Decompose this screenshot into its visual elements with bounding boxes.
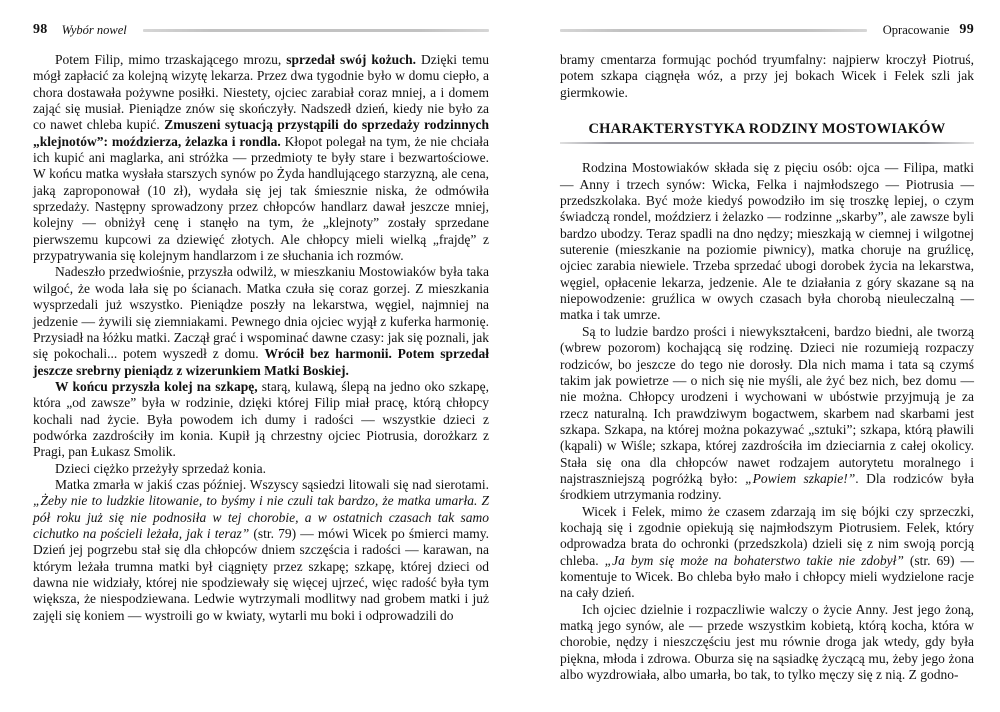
page-number-right: 99 xyxy=(959,22,974,37)
section-heading-rule xyxy=(560,142,974,144)
page-left-header xyxy=(33,22,489,38)
paragraph: Wicek i Felek, mimo że czasem zdarzają im się bójki czy sprzeczki, kochają się i zgodnie opiekują się najmłodszym Piotrusiem. Felek, który odprowadza brata do ochronki (przedszkola) dzieli się z nim swoją porcją chleba. „Ja bym się może na bohaterstwo takie nie zdobył” (str. 69) — komentuje to Wicek. Bo chleba było mało i chłopcy mieli wydzielone racje na cały dzień. xyxy=(560,503,974,601)
header-rule-left xyxy=(143,29,489,32)
paragraph-continuation: bramy cmentarza formując pochód tryumfalny: najpierw kroczył Piotruś, potem szkapa ciągnęła wóz, a przy jej bokach Wicek i Felek szli jak giermkowie. xyxy=(560,52,974,100)
paragraph: Potem Filip, mimo trzaskającego mrozu, sprzedał swój kożuch. Dzięki temu mógł zapłacić za kolejną wizytę lekarza. Przez dwa tygodnie było w domu ciepło, a chora dostawała pożywne posiłki. Niestety, ojciec zarabiał coraz mniej, a i domem zająć się musiał. Pieniądze znów się skończyły. Nadszedł dzień, kiedy nie było za co nawet chleba kupić. Zmuszeni sytuacją przystąpili do sprzedaży rodzinnych „klejnotów”: moździerza, żelazka i rondla. Kłopot polegał na tym, że nie chciała ich kupić ani maglarka, ani stróżka — przedmioty te były stare i bezwartościowe. W końcu matka wysłała starszych synów po Żyda handlującego starzyzną, ale cena, jaką zaproponował (10 zł), wydała się jej tak śmiesznie niska, że odmówiła sprzedaży. Następny sprowadzony przez chłopców handlarz dawał jeszcze mniej, kolejny — obniżył cenę i stanęło na tym, że „klejnoty” zostały sprzedane pierwszemu kupcowi za dziewięć złotych. Ale chłopcy mieli wielką „frajdę” z przypatrywania się kolejnym handlarzom i ze słuchania ich rozmów. xyxy=(33,52,489,264)
page-left-body xyxy=(33,52,489,624)
paragraph: W końcu przyszła kolej na szkapę, starą, kulawą, ślepą na jedno oko szkapę, która „od zawsze” była w rodzinie, dzięki której Filip miał pracę, którą chłopcy kochali nad życie. Była powodem ich dumy i radości — wszystkie dzieci z podwórka zazdrościły im konia. Kupił ją chrzestny ojciec Piotrusia, dorożkarz z Pragi, pan Łukasz Smolik. xyxy=(33,378,489,460)
paragraph: Matka zmarła w jakiś czas później. Wszyscy sąsiedzi litowali się nad sierotami. „Żeby nie to ludzkie litowanie, to byśmy i nie czuli tak bardzo, że matka umarła. Z pół roku już się nie podnosiła w tej chorobie, a w ostatnich czasach tak samo cichutko na pościeli leżała, jak i teraz” (str. 79) — mówi Wicek po śmierci mamy. Dzień jej pogrzebu stał się dla chłopców dniem szczęścia i radości — karawan, na którym leżała trumna matki był ciągnięty przez szkapę; szkapę, której dzieci od dawna nie widziały, której nie spodziewały się więcej ujrzeć, więc radość była tym większa, że niespodziewana. Ledwie wytrzymali modlitwy nad grobem matki i już zajęli się koniem — wystroili go w kwiaty, wytarli mu boki i odprowadzili do xyxy=(33,476,489,623)
section-heading-text: CHARAKTERYSTYKA RODZINY MOSTOWIAKÓW xyxy=(588,121,946,138)
page-right-body xyxy=(560,52,974,683)
paragraph: Nadeszło przedwiośnie, przyszła odwilż, w mieszkaniu Mostowiaków była taka wilgoć, że woda lała się po ścianach. Matka czuła się coraz gorzej. Z mieszkania wysprzedali już wszystko. Pieniądze poszły na lekarstwa, węgiel, najmniej na jedzenie — żywili się ziemniakami. Pewnego dnia ojciec wyjął z kuferka harmonię. Przysiadł na łóżku matki. Zaczął grać i wspominać dawne czasy: jak się poznali, jak się pokochali... potem wyszedł z domu. Wrócił bez harmonii. Potem sprzedał jeszcze srebrny pieniądz z wizerunkiem Matki Boskiej. xyxy=(33,264,489,378)
page-right-header xyxy=(560,22,974,38)
page-right xyxy=(560,22,974,683)
paragraph: Ich ojciec dzielnie i rozpaczliwie walczy o życie Anny. Jest jego żoną, matką jego synów, ale — przede wszystkim kobietą, którą kocha, która w chorobie, nędzy i nieszczęściu jest mu równie droga jak wtedy, gdy była piękna, młoda i zdrowa. Oburza się na sąsiadkę życzącą mu, żeby jego żona albo wyzdrowiała, albo umarła, bo tak, to tylko męczy się z nią. Z godno- xyxy=(560,601,974,683)
section-heading xyxy=(560,121,974,144)
running-title-right: Opracowanie xyxy=(882,22,950,37)
paragraph: Dzieci ciężko przeżyły sprzedaż konia. xyxy=(55,460,267,476)
page-number-left: 98 xyxy=(33,22,48,37)
paragraph: Są to ludzie bardzo prości i niewykształceni, bardzo biedni, ale tworzą (wbrew pozorom) kochającą się rodzinę. Dzieci nie rozumieją rozpaczy rodziców, bo jeszcze do tego nie dorosły. Dla nich mama i tata są czymś takim jak powietrze — o nich się nie myśli, ale żyć bez nich, bez domu — nie można. Chłopcy urodzeni i wychowani w ubóstwie przyjmują je za rzecz naturalną. Ich prawdziwym bogactwem, skarbem nad skarbami jest szkapa. Szkapa, na której można pokazywać „sztuki”; szkapa, którą pławili (kąpali) w Wiśle; szkapa, której zazdrościła im dzieciarnia z całej okolicy. Stała się ona dla chłopców nawet rodzajem autorytetu moralnego i najstraszniejszą pogróżką było: „Powiem szkapie!”. Dla rodziców była środkiem utrzymania rodziny. xyxy=(560,323,975,503)
page-left xyxy=(33,22,489,624)
running-title-left: Wybór nowel xyxy=(61,22,127,37)
paragraph: Rodzina Mostowiaków składa się z pięciu osób: ojca — Filipa, matki — Anny i trzech synów: Wicka, Felka i najmłodszego — Piotrusia — przedszkolaka. Być może kiedyś powodziło im się troszkę lepiej, o czym świadczą rondel, moździerz i żelazko — rodzinne „skarby”, ale zawsze byli bardzo ubodzy. Teraz spadli na dno nędzy; mieszkają w ciemnej i wilgotnej suterenie (mieszkanie na poziomie piwnicy), matka choruje na gruźlicę, ojciec zarabia niewiele. Trzeba sprzedać ubogi dorobek życia na lekarstwa, węgiel, opłacenie lekarza, jedzenie. Ale te działania z góry skazane są na niepowodzenie: gruźlica w owych czasach była chorobą nieuleczalną — matka i tak umrze. xyxy=(560,160,974,323)
header-rule-right xyxy=(560,29,867,32)
